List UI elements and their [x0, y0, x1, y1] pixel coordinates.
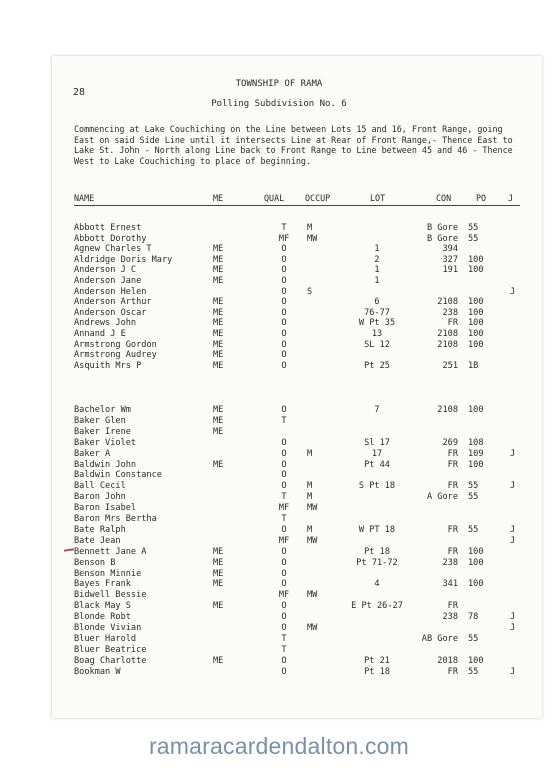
cell-po: 55	[468, 524, 479, 535]
cell-name: Benson B	[74, 557, 116, 568]
col-header-qual: QUAL	[264, 193, 285, 203]
cell-lot: Pt 21	[364, 655, 390, 666]
cell-name: Baron John	[74, 492, 126, 503]
col-header-con: CON	[436, 193, 452, 203]
cell-me: ME	[213, 265, 224, 276]
cell-po: 100	[468, 265, 484, 276]
cell-qual: MF	[278, 233, 290, 244]
table-row	[0, 667, 558, 678]
cell-name: Baker Glen	[74, 415, 126, 426]
cell-lot: Pt 71-72	[356, 557, 398, 568]
table-row	[0, 590, 558, 601]
cell-lot: 4	[374, 579, 380, 590]
cell-qual: O	[281, 276, 287, 286]
table-row	[0, 287, 558, 298]
cell-con: 191	[442, 265, 458, 276]
table-row	[0, 438, 558, 449]
cell-po: 100	[468, 318, 484, 329]
cell-qual: O	[281, 448, 287, 459]
cell-name: Black May S	[74, 601, 131, 612]
cell-po: 78	[468, 612, 479, 623]
cell-lot: S Pt 18	[358, 481, 396, 492]
cell-name: Anderson Arthur	[74, 297, 152, 308]
cell-po: 100	[468, 339, 484, 350]
cell-me: ME	[213, 557, 224, 568]
cell-name: Baker Irene	[74, 426, 131, 437]
cell-con: FR	[447, 524, 458, 535]
cell-j: J	[510, 535, 516, 546]
col-header-j: J	[508, 193, 514, 203]
table-row	[0, 350, 558, 361]
cell-po: 100	[468, 307, 484, 318]
cell-name: Armstrong Audrey	[74, 350, 157, 361]
cell-occup: M	[307, 448, 313, 459]
cell-con: 238	[442, 612, 458, 623]
table-row	[0, 612, 558, 623]
cell-name: Anderson J C	[74, 265, 137, 276]
cell-con: FR	[447, 459, 458, 470]
page-title: TOWNSHIP OF RAMA	[235, 79, 323, 89]
cell-qual: O	[281, 470, 287, 481]
cell-po: 55	[468, 666, 479, 677]
cell-name: Anderson Jane	[74, 276, 142, 286]
cell-qual: O	[281, 579, 287, 590]
cell-name: Andrews John	[74, 318, 137, 329]
cell-name: Abbott Ernest	[74, 223, 142, 233]
cell-con: A Gore	[426, 492, 458, 503]
cell-name: Baron Mrs Bertha	[74, 514, 157, 524]
table-row	[0, 416, 558, 427]
cell-name: Asquith Mrs P	[74, 360, 142, 371]
table-row	[0, 601, 558, 612]
cell-name: Aldridge Doris Mary	[74, 254, 173, 265]
cell-occup: M	[307, 223, 313, 233]
cell-po: 100	[468, 557, 484, 568]
cell-name: Bidwell Bessie	[74, 590, 147, 601]
cell-me: ME	[213, 360, 224, 371]
table-row	[0, 361, 558, 372]
table-row	[0, 329, 558, 340]
cell-lot: W PT 18	[358, 524, 396, 535]
table-row	[0, 244, 558, 255]
cell-occup: S	[307, 286, 313, 297]
cell-me: ME	[213, 254, 224, 265]
cell-name: Bookman W	[74, 666, 121, 677]
cell-po: 100	[468, 655, 484, 666]
cell-me: ME	[213, 307, 224, 318]
cell-lot: Pt 18	[364, 546, 390, 557]
watermark-url: ramaracardendalton.com	[148, 733, 410, 759]
cell-con: AB Gore	[421, 633, 458, 644]
table-row	[0, 308, 558, 319]
table-row	[0, 460, 558, 471]
col-header-po: PO	[476, 193, 487, 203]
cell-po: 100	[468, 546, 484, 557]
cell-con: 2108	[437, 339, 458, 350]
cell-qual: O	[281, 546, 287, 557]
cell-qual: O	[281, 297, 287, 308]
table-row	[0, 297, 558, 308]
cell-name: Bate Ralph	[74, 524, 126, 535]
cell-name: Baldwin Constance	[74, 470, 162, 481]
cell-po: 109	[468, 448, 484, 459]
cell-lot: 1	[374, 265, 380, 276]
cell-name: Anderson Helen	[74, 286, 147, 297]
cell-occup: M	[307, 524, 313, 535]
table-row	[0, 547, 558, 558]
cell-po: 100	[468, 254, 484, 265]
cell-name: Benson Minnie	[74, 568, 142, 579]
cell-po: 1B	[468, 360, 479, 371]
cell-con: FR	[447, 318, 458, 329]
cell-name: Abbott Dorothy	[74, 233, 147, 244]
cell-po: 100	[468, 297, 484, 308]
col-header-me: ME	[213, 193, 224, 203]
cell-qual: O	[281, 244, 287, 255]
cell-con: 2108	[437, 329, 458, 339]
cell-po: 100	[468, 405, 484, 415]
cell-po: 55	[468, 233, 479, 244]
cell-name: Ball Cecil	[74, 481, 126, 492]
col-header-occup: OCCUP	[305, 193, 331, 203]
cell-con: FR	[447, 448, 458, 459]
cell-qual: O	[281, 307, 287, 318]
table-row	[0, 470, 558, 481]
cell-lot: 1	[374, 276, 380, 286]
cell-qual: O	[281, 254, 287, 265]
cell-j: J	[510, 666, 516, 677]
cell-lot: 6	[374, 297, 380, 308]
cell-con: FR	[447, 601, 458, 612]
cell-con: FR	[447, 666, 458, 677]
cell-me: ME	[213, 339, 224, 350]
cell-j: J	[510, 612, 516, 623]
table-row	[0, 579, 558, 590]
table-row	[0, 449, 558, 460]
cell-con: 2108	[437, 405, 458, 415]
cell-name: Annand J E	[74, 329, 126, 339]
cell-qual: O	[281, 568, 287, 579]
cell-me: ME	[213, 297, 224, 308]
cell-qual: O	[281, 350, 287, 361]
cell-me: ME	[213, 426, 224, 437]
cell-qual: T	[281, 633, 287, 644]
cell-qual: T	[281, 492, 287, 503]
table-row	[0, 405, 558, 416]
cell-name: Bayes Frank	[74, 579, 131, 590]
cell-name: Bennett Jane A	[74, 546, 147, 557]
cell-qual: O	[281, 265, 287, 276]
table-row	[0, 623, 558, 634]
cell-qual: O	[281, 339, 287, 350]
cell-lot: Pt 18	[364, 666, 390, 677]
cell-j: J	[510, 286, 516, 297]
cell-lot: E Pt 26-27	[351, 601, 403, 612]
table-row	[0, 645, 558, 656]
cell-me: ME	[213, 546, 224, 557]
cell-qual: O	[281, 557, 287, 568]
cell-qual: MF	[278, 590, 290, 601]
cell-con: 269	[442, 437, 458, 448]
table-row	[0, 255, 558, 266]
cell-lot: 7	[374, 405, 380, 415]
cell-name: Bachelor Wm	[74, 405, 131, 415]
cell-me: ME	[213, 350, 224, 361]
cell-name: Blonde Vivian	[74, 623, 142, 633]
cell-name: Agnew Charles T	[74, 244, 152, 255]
cell-occup: M	[307, 492, 313, 503]
cell-po: 100	[468, 459, 484, 470]
cell-qual: O	[281, 666, 287, 677]
cell-me: ME	[213, 276, 224, 286]
table-row	[0, 276, 558, 287]
boundary-description: Commencing at Lake Couchiching on the Line between Lots 15 and 16, Front Range, going East on said Side Line until it intersects Line at Rear of Front Range,- Thence East to Lake St. John - North along Line back to Front Range to Line between 45 and 46 - Thence West to Lake Couchiching to place of beginning.	[74, 124, 513, 166]
table-row	[0, 318, 558, 329]
cell-qual: T	[281, 223, 287, 233]
cell-lot: 2	[374, 254, 380, 265]
table-row	[0, 514, 558, 525]
cell-me: ME	[213, 329, 224, 339]
cell-name: Bluer Harold	[74, 633, 137, 644]
cell-lot: 76-77	[364, 307, 390, 318]
cell-qual: O	[281, 329, 287, 339]
cell-qual: O	[281, 459, 287, 470]
cell-j: J	[510, 448, 516, 459]
cell-con: 251	[442, 360, 458, 371]
cell-occup: MW	[307, 503, 318, 514]
cell-occup: MW	[307, 233, 318, 244]
cell-name: Bate Jean	[74, 535, 121, 546]
cell-occup: M	[307, 481, 313, 492]
cell-lot: SL 12	[364, 339, 390, 350]
table-row	[0, 536, 558, 547]
cell-con: 327	[442, 254, 458, 265]
cell-j: J	[510, 623, 516, 633]
table-row	[0, 265, 558, 276]
cell-qual: O	[281, 481, 287, 492]
cell-qual: O	[281, 601, 287, 612]
col-header-name: NAME	[74, 193, 95, 203]
cell-po: 55	[468, 223, 479, 233]
cell-con: 394	[442, 244, 458, 255]
cell-qual: O	[281, 318, 287, 329]
cell-con: 341	[442, 579, 458, 590]
cell-po: 55	[468, 633, 479, 644]
cell-lot: 17	[371, 448, 383, 459]
cell-qual: O	[281, 623, 287, 633]
cell-name: Bluer Beatrice	[74, 644, 147, 655]
cell-po: 55	[468, 481, 479, 492]
cell-lot: Sl 17	[364, 437, 390, 448]
cell-po: 100	[468, 579, 484, 590]
cell-me: ME	[213, 318, 224, 329]
cell-me: ME	[213, 244, 224, 255]
cell-qual: O	[281, 286, 287, 297]
cell-qual: T	[281, 514, 287, 524]
cell-name: Baldwin John	[74, 459, 137, 470]
cell-lot: Pt 44	[364, 459, 390, 470]
table-row	[0, 656, 558, 667]
cell-occup: MW	[307, 535, 318, 546]
cell-me: ME	[213, 459, 224, 470]
cell-qual: O	[281, 655, 287, 666]
cell-lot: 1	[374, 244, 380, 255]
cell-con: B Gore	[426, 223, 458, 233]
cell-po: 55	[468, 492, 479, 503]
col-header-lot: LOT	[370, 193, 386, 203]
table-row	[0, 340, 558, 351]
table-row	[0, 558, 558, 569]
cell-qual: MF	[278, 503, 290, 514]
cell-qual: T	[281, 644, 287, 655]
page-subtitle: Polling Subdivision No. 6	[211, 99, 347, 109]
table-row	[0, 481, 558, 492]
cell-lot: W Pt 35	[358, 318, 396, 329]
cell-me: ME	[213, 601, 224, 612]
cell-me: ME	[213, 415, 224, 426]
table-row	[0, 223, 558, 234]
table-row	[0, 503, 558, 514]
table-row	[0, 492, 558, 503]
cell-name: Boag Charlotte	[74, 655, 147, 666]
cell-occup: MW	[307, 623, 318, 633]
cell-lot: 13	[371, 329, 383, 339]
cell-me: ME	[213, 655, 224, 666]
cell-qual: O	[281, 405, 287, 415]
cell-con: 2018	[437, 655, 458, 666]
cell-occup: MW	[307, 590, 318, 601]
cell-qual: T	[281, 415, 287, 426]
cell-con: FR	[447, 546, 458, 557]
cell-con: 2108	[437, 297, 458, 308]
table-row	[0, 427, 558, 438]
cell-j: J	[510, 481, 516, 492]
cell-name: Armstrong Gordon	[74, 339, 157, 350]
header-rule	[74, 205, 520, 206]
cell-name: Baker Violet	[74, 437, 137, 448]
cell-con: 238	[442, 307, 458, 318]
table-row	[0, 525, 558, 536]
cell-name: Blonde Robt	[74, 612, 131, 623]
table-row	[0, 569, 558, 580]
table-row	[0, 234, 558, 245]
cell-me: ME	[213, 568, 224, 579]
cell-name: Baker A	[74, 448, 111, 459]
cell-lot: Pt 25	[364, 360, 390, 371]
cell-con: 238	[442, 557, 458, 568]
cell-name: Anderson Oscar	[74, 307, 147, 318]
cell-qual: O	[281, 612, 287, 623]
cell-qual: O	[281, 360, 287, 371]
cell-qual: MF	[278, 535, 290, 546]
page-number: 28	[73, 87, 86, 98]
table-row	[0, 634, 558, 645]
cell-po: 100	[468, 329, 484, 339]
cell-name: Baron Isabel	[74, 503, 137, 514]
cell-con: FR	[447, 481, 458, 492]
cell-me: ME	[213, 579, 224, 590]
cell-qual: O	[281, 437, 287, 448]
cell-me: ME	[213, 405, 224, 415]
cell-con: B Gore	[426, 233, 458, 244]
cell-j: J	[510, 524, 516, 535]
cell-qual: O	[281, 524, 287, 535]
cell-po: 108	[468, 437, 484, 448]
